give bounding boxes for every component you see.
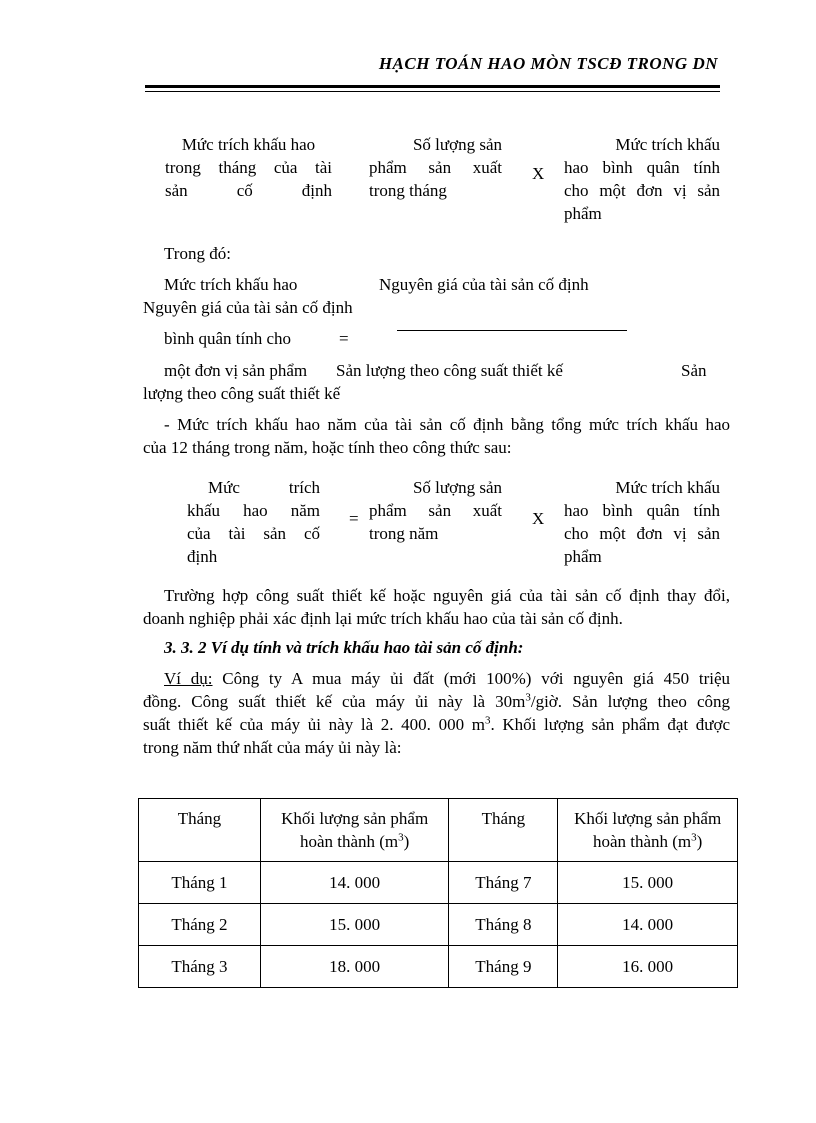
header-text: Khối lượng sản phẩm xyxy=(281,809,429,828)
formula-text: Số lượng sản xyxy=(412,135,502,154)
formula-text: trong năm xyxy=(369,524,439,543)
formula-text: trong tháng xyxy=(369,181,447,200)
formula-text: trong tháng của tài xyxy=(165,158,332,177)
month-cell: Tháng 8 xyxy=(449,904,558,946)
formula-monthly-right xyxy=(564,133,720,225)
formula2-line3-left: bình quân tính cho xyxy=(164,329,292,348)
month-cell: Tháng 2 xyxy=(139,904,261,946)
formula-text: phẩm sản xuất xyxy=(369,501,502,520)
table-row xyxy=(139,946,738,988)
section-heading: 3. 3. 2 Ví dụ tính và trích khấu hao tài sản cố định: xyxy=(164,638,524,657)
formula2-line1-left: Mức trích khấu hao xyxy=(164,275,298,294)
header-month: Tháng xyxy=(449,799,558,862)
paragraph-line: của 12 tháng trong năm, hoặc tính theo công thức sau: xyxy=(143,438,512,457)
month-cell: Tháng 7 xyxy=(449,862,558,904)
month-cell: Tháng 1 xyxy=(139,862,261,904)
formula-text: Số lượng sản xyxy=(412,478,502,497)
header-volume xyxy=(558,799,738,862)
volume-cell: 15. 000 xyxy=(260,904,449,946)
fraction-line xyxy=(397,330,627,331)
formula-text: Mức trích khấu hao xyxy=(181,135,316,154)
formula-text: phẩm xyxy=(564,547,602,566)
header-text: ) xyxy=(696,832,703,851)
example-line: trong năm thứ nhất của máy ủi này là: xyxy=(143,738,402,757)
formula-text: khấu hao năm xyxy=(187,501,320,520)
formula2-line4-mid: Sản lượng theo công suất thiết kế xyxy=(336,361,563,380)
formula2-line5: lượng theo công suất thiết kế xyxy=(143,384,341,403)
example-text: suất thiết kế của máy ủi này là 2. 400. 000 m xyxy=(143,715,485,734)
formula-text: hao bình quân tính xyxy=(564,501,720,520)
formula-annual-middle xyxy=(369,476,502,545)
example-label: Ví dụ: xyxy=(164,669,213,688)
volume-cell: 14. 000 xyxy=(558,904,738,946)
formula2-line4-left: một đơn vị sản phẩm xyxy=(164,361,308,380)
formula-annual-right xyxy=(564,476,720,568)
table-row xyxy=(139,904,738,946)
formula-text: Mức trích khấu xyxy=(615,135,720,154)
header-rule-thick xyxy=(145,85,720,88)
formula-text: Mức trích khấu xyxy=(615,478,720,497)
formula-text: phẩm sản xuất xyxy=(369,158,502,177)
paragraph-annual-depreciation xyxy=(143,413,730,459)
formula-text: hao bình quân tính xyxy=(564,158,720,177)
formula2-line1-right: Nguyên giá của tài sản cố định xyxy=(379,275,589,294)
page-header-title: HẠCH TOÁN HAO MÒN TSCĐ TRONG DN xyxy=(378,54,718,73)
formula-text: định xyxy=(187,547,218,566)
example-line xyxy=(143,690,730,713)
formula-text: của tài sản cố xyxy=(187,524,320,543)
formula-annual-left xyxy=(187,476,320,568)
formula-text: Mức trích xyxy=(208,478,320,497)
superscript: 3 xyxy=(484,714,491,727)
volume-cell: 18. 000 xyxy=(260,946,449,988)
example-text: Công ty A mua máy ủi đất (mới 100%) với nguyên giá 450 triệu xyxy=(212,669,731,688)
header-text: Khối lượng sản phẩm xyxy=(574,809,722,828)
superscript: 3 xyxy=(525,691,531,704)
formula2-line4-right: Sản xyxy=(681,361,707,380)
formula2-line2: Nguyên giá của tài sản cố định xyxy=(143,298,353,317)
table-header-row xyxy=(139,799,738,862)
formula-text: cho một đơn vị sản xyxy=(564,524,720,543)
production-volume-table xyxy=(138,798,738,988)
header-text: ) xyxy=(403,832,410,851)
paragraph-line: Trường hợp công suất thiết kế hoặc nguyên giá của tài sản cố định thay đổi, xyxy=(164,586,730,605)
paragraph-capacity-change xyxy=(143,584,730,630)
formula-text: cho một đơn vị sản xyxy=(564,181,720,200)
header-text: hoàn thành (m xyxy=(592,832,692,851)
month-cell: Tháng 9 xyxy=(449,946,558,988)
example-line xyxy=(143,667,730,690)
header-rule-thin xyxy=(145,91,720,92)
formula-text: phẩm xyxy=(564,204,602,223)
table-row xyxy=(139,862,738,904)
volume-cell: 15. 000 xyxy=(558,862,738,904)
example-paragraph xyxy=(143,667,730,759)
header-month: Tháng xyxy=(139,799,261,862)
paragraph-line: doanh nghiệp phải xác định lại mức trích khấu hao của tài sản cố định. xyxy=(143,609,623,628)
paragraph-line: - Mức trích khấu hao năm của tài sản cố định bằng tổng mức trích khấu hao xyxy=(164,415,730,434)
month-cell: Tháng 3 xyxy=(139,946,261,988)
multiply-operator: X xyxy=(532,164,545,183)
example-text: /giờ. Sản lượng theo công xyxy=(530,692,730,711)
formula-text: sản cố định xyxy=(165,181,332,200)
volume-cell: 16. 000 xyxy=(558,946,738,988)
example-line xyxy=(143,713,730,736)
formula-monthly-middle xyxy=(369,133,502,202)
where-label: Trong đó: xyxy=(164,244,231,263)
formula-monthly-left xyxy=(165,133,332,202)
volume-cell: 14. 000 xyxy=(260,862,449,904)
header-volume xyxy=(260,799,449,862)
superscript: 3 xyxy=(398,831,404,844)
superscript: 3 xyxy=(691,831,697,844)
equals-sign: = xyxy=(349,509,359,528)
header-text: hoàn thành (m xyxy=(299,832,399,851)
multiply-operator: X xyxy=(532,509,545,528)
example-text: . Khối lượng sản phẩm đạt được xyxy=(490,715,730,734)
example-text: đồng. Công suất thiết kế của máy ủi này là 30m xyxy=(143,692,526,711)
equals-sign: = xyxy=(339,329,349,348)
